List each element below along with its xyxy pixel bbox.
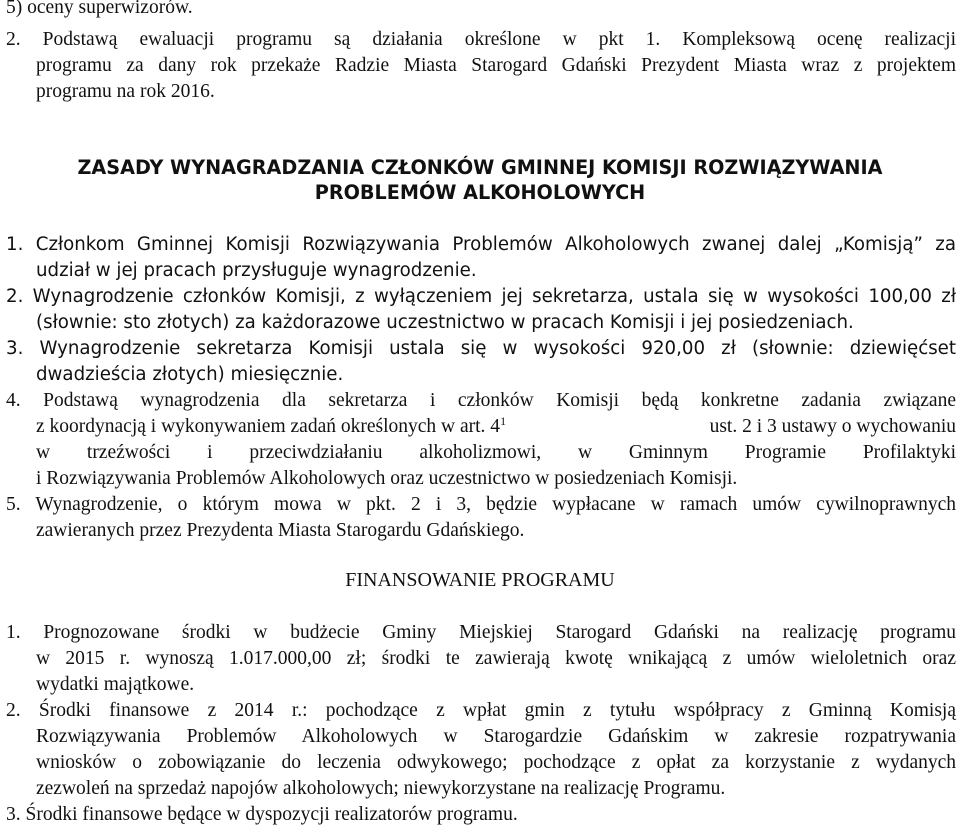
- text-line: zezwoleń na sprzedaż napojów alkoholowych; niewykorzystane na realizację Programu.: [36, 778, 726, 799]
- text-line: 3. Środki finansowe będące w dyspozycji realizatorów programu.: [6, 804, 518, 825]
- section-heading: PROBLEMÓW ALKOHOLOWYCH: [314, 181, 646, 204]
- text-line: wniosków o zobowiązanie do leczenia odwykowego; pochodzące z opłat za korzystanie z wydanych: [36, 752, 956, 773]
- text-line: 3. Wynagrodzenie sekretarza Komisji ustala się w wysokości 920,00 zł (słownie: dziewięćset: [6, 338, 956, 359]
- section-heading: FINANSOWANIE PROGRAMU: [345, 569, 615, 591]
- text-line: udział w jej pracach przysługuje wynagrodzenie.: [36, 260, 477, 281]
- text-line: i Rozwiązywania Problemów Alkoholowych oraz uczestnictwo w posiedzeniach Komisji.: [36, 468, 738, 489]
- text-line: 1. Członkom Gminnej Komisji Rozwiązywania Problemów Alkoholowych zwanej dalej „Komisją” za: [6, 234, 956, 255]
- text-line: 4. Podstawą wynagrodzenia dla sekretarza i członków Komisji będą konkretne zadania związane: [6, 390, 956, 411]
- text-line: dwadzieścia złotych) miesięcznie.: [36, 364, 344, 385]
- text-line: zawieranych przez Prezydenta Miasta Starogardu Gdańskiego.: [36, 520, 525, 541]
- text-line: 2. Podstawą ewaluacji programu są działania określone w pkt 1. Kompleksową ocenę realizacji: [6, 29, 956, 50]
- text-fragment: z koordynacją i wykonywaniem zadań określonych w art. 4: [36, 416, 501, 437]
- text-line: 1. Prognozowane środki w budżecie Gminy Miejskiej Starogard Gdański na realizację programu: [6, 622, 956, 643]
- text-line: wydatki majątkowe.: [36, 674, 195, 695]
- text-fragment: ust. 2 i 3 ustawy o wychowaniu: [704, 416, 956, 437]
- superscript: 1: [500, 414, 507, 428]
- text-line: programu za dany rok przekaże Radzie Miasta Starogard Gdański Prezydent Miasta wraz z projektem: [36, 55, 956, 76]
- text-line: (słownie: sto złotych) za każdorazowe uczestnictwo w pracach Komisji i jej posiedzeniach.: [36, 312, 854, 333]
- text-line: w 2015 r. wynoszą 1.017.000,00 zł; środki te zawierają kwotę wnikającą z umów wieloletnich oraz: [36, 648, 956, 669]
- text-line: [36, 415, 956, 439]
- text-line: w trzeźwości i przeciwdziałaniu alkoholizmowi, w Gminnym Programie Profilaktyki: [36, 442, 956, 463]
- text-line: 2. Środki finansowe z 2014 r.: pochodzące z wpłat gmin z tytułu współpracy z Gminną Komisją: [6, 700, 956, 721]
- text-line: Rozwiązywania Problemów Alkoholowych w Starogardzie Gdańskim w zakresie rozpatrywania: [36, 726, 956, 747]
- text-line: programu na rok 2016.: [36, 81, 215, 102]
- section-heading: ZASADY WYNAGRADZANIA CZŁONKÓW GMINNEJ KOMISJI ROZWIĄZYWANIA: [77, 156, 883, 179]
- text-line: 5) oceny superwizorów.: [6, 0, 193, 18]
- text-line: 5. Wynagrodzenie, o którym mowa w pkt. 2 i 3, będzie wypłacane w ramach umów cywilnoprawnych: [6, 494, 956, 515]
- text-line: 2. Wynagrodzenie członków Komisji, z wyłączeniem jej sekretarza, ustala się w wysokości 100,00 zł: [6, 286, 956, 307]
